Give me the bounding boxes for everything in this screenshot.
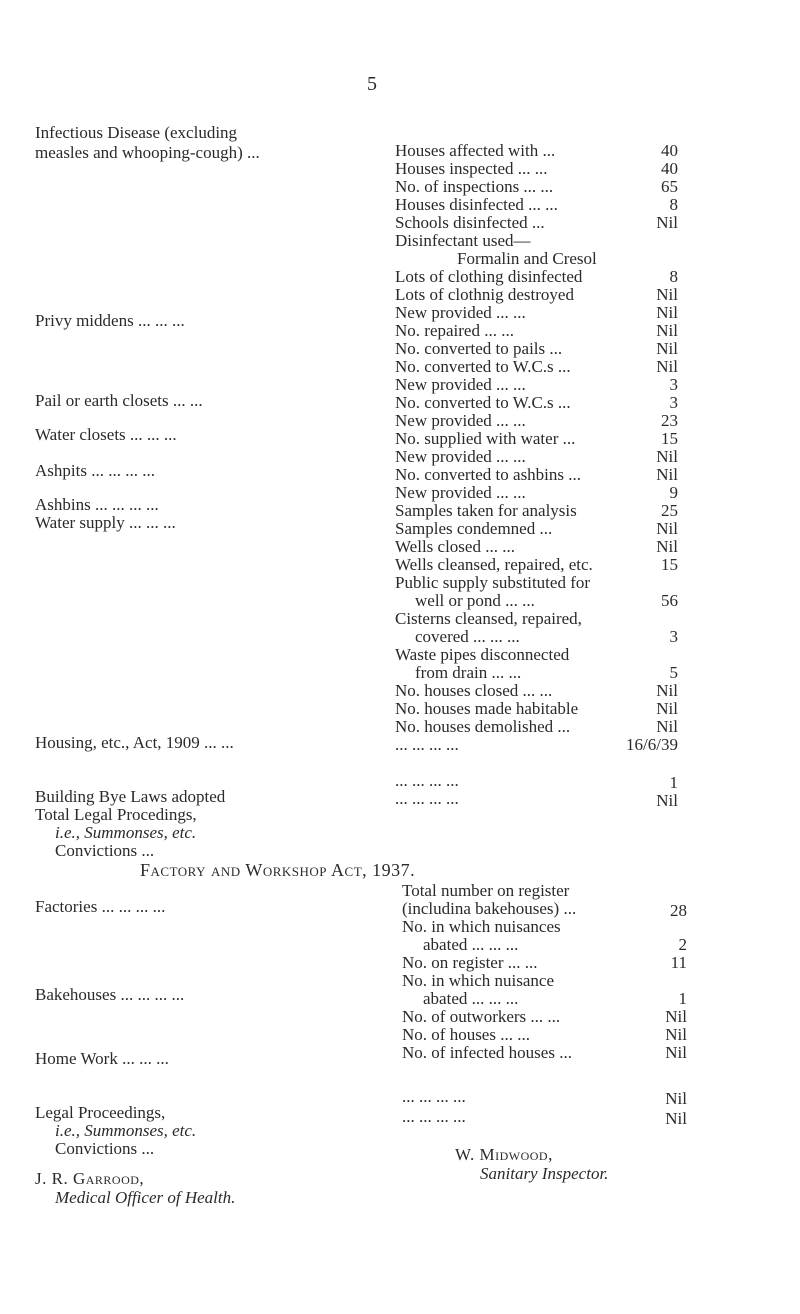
- value-converted-pails: Nil: [656, 339, 678, 358]
- row-public-supply: Public supply substituted for: [395, 573, 591, 592]
- value-bakehouses-on-register: 11: [670, 953, 687, 972]
- value-pail-new: 3: [669, 375, 678, 394]
- row-houses-inspected: Houses inspected ... ...: [395, 159, 548, 178]
- row-houses-closed: No. houses closed ... ...: [395, 681, 553, 700]
- row-dots-convictions-2: ... ... ... ...: [402, 1107, 466, 1126]
- row-ashbin-new: New provided ... ...: [395, 483, 526, 502]
- value-no-of-houses: Nil: [665, 1025, 687, 1044]
- label-convictions-1: Convictions ...: [55, 841, 155, 860]
- value-nuisance-abated: 1: [678, 989, 687, 1008]
- value-cisterns: 3: [669, 627, 678, 646]
- row-dots-bye-laws: ... ... ... ...: [395, 735, 459, 754]
- row-converted-ashbins: No. converted to ashbins ...: [395, 465, 582, 484]
- row-pail-converted-wcs: No. converted to W.C.s ...: [395, 393, 571, 412]
- value-converted-wcs: Nil: [656, 357, 678, 376]
- value-houses-affected: 40: [661, 141, 678, 160]
- row-supplied-water: No. supplied with water ...: [395, 429, 576, 448]
- value-clothing-destroyed: Nil: [656, 285, 678, 304]
- row-ashpit-new: New provided ... ...: [395, 447, 526, 466]
- label-convictions-2: Convictions ...: [55, 1139, 155, 1158]
- value-convictions-2: Nil: [665, 1109, 687, 1128]
- row-houses-demolished: No. houses demolished ...: [395, 717, 571, 736]
- value-wc-new: 23: [661, 411, 678, 430]
- label-water-supply: Water supply ... ... ...: [35, 513, 176, 532]
- row-schools-disinfected: Schools disinfected ...: [395, 213, 545, 232]
- factory-act-heading: Factory and Workshop Act, 1937.: [140, 860, 416, 880]
- row-infected-houses: No. of infected houses ...: [402, 1043, 572, 1062]
- row-no-of-houses: No. of houses ... ...: [402, 1025, 530, 1044]
- row-dots-summonses: ... ... ... ...: [402, 1087, 466, 1106]
- row-nuisance-abated: No. in which nuisance: [402, 971, 555, 990]
- value-outworkers: Nil: [665, 1007, 687, 1026]
- inspector-title: Sanitary Inspector.: [480, 1164, 609, 1183]
- label-legal-proceedings: Legal Proceedings,: [35, 1103, 166, 1122]
- row-pail-new: New provided ... ...: [395, 375, 526, 394]
- row-dots-convictions: ... ... ... ...: [395, 789, 459, 808]
- row-waste-pipes: Waste pipes disconnected: [395, 645, 570, 664]
- value-convictions: Nil: [656, 791, 678, 810]
- row-cisterns: Cisterns cleansed, repaired,: [395, 609, 582, 628]
- value-houses-disinfected: 8: [669, 195, 678, 214]
- row-abated-2: abated ... ... ...: [423, 989, 519, 1008]
- row-privy-new: New provided ... ...: [395, 303, 526, 322]
- label-bakehouses: Bakehouses ... ... ... ...: [35, 985, 185, 1004]
- value-pail-converted-wcs: 3: [669, 393, 678, 412]
- value-summonses: Nil: [665, 1089, 687, 1108]
- value-bye-laws-date: 16/6/39: [626, 735, 678, 754]
- value-houses-demolished: Nil: [656, 717, 678, 736]
- value-legal-total: 1: [669, 773, 678, 792]
- label-summonses-2: i.e., Summonses, etc.: [55, 1121, 197, 1140]
- row-bakehouses-on-register: No. on register ... ...: [402, 953, 538, 972]
- value-nuisances-abated: 2: [678, 935, 687, 954]
- row-converted-pails: No. converted to pails ...: [395, 339, 563, 358]
- value-converted-ashbins: Nil: [656, 465, 678, 484]
- row-wc-new: New provided ... ...: [395, 411, 526, 430]
- label-privy-middens: Privy middens ... ... ...: [35, 311, 185, 330]
- value-samples-condemned: Nil: [656, 519, 678, 538]
- row-wells-closed: Wells closed ... ...: [395, 537, 515, 556]
- value-houses-inspected: 40: [661, 159, 678, 178]
- row-clothing-disinfected: Lots of clothing disinfected: [395, 267, 583, 286]
- label-home-work: Home Work ... ... ...: [35, 1049, 169, 1068]
- officer-title: Medical Officer of Health.: [55, 1188, 236, 1207]
- row-wells-cleansed: Wells cleansed, repaired, etc.: [395, 555, 593, 574]
- row-dots-legal: ... ... ... ...: [395, 771, 459, 790]
- row-abated-1: abated ... ... ...: [423, 935, 519, 954]
- label-ashpits: Ashpits ... ... ... ...: [35, 461, 155, 480]
- label-summonses-1: i.e., Summonses, etc.: [55, 823, 197, 842]
- row-formalin-cresol: Formalin and Cresol: [457, 249, 597, 268]
- row-privy-repaired: No. repaired ... ...: [395, 321, 514, 340]
- value-public-supply: 56: [661, 591, 678, 610]
- value-waste-pipes: 5: [669, 663, 678, 682]
- page-number: 5: [367, 73, 377, 95]
- row-converted-wcs: No. converted to W.C.s ...: [395, 357, 571, 376]
- inspector-name: W. Midwood,: [455, 1145, 553, 1164]
- row-from-drain: from drain ... ...: [415, 663, 522, 682]
- value-ashbin-new: 9: [669, 483, 678, 502]
- label-ashbins: Ashbins ... ... ... ...: [35, 495, 159, 514]
- label-bye-laws: Building Bye Laws adopted: [35, 787, 226, 806]
- label-housing-act: Housing, etc., Act, 1909 ... ...: [35, 733, 234, 752]
- value-samples-taken: 25: [661, 501, 678, 520]
- label-pail-closets: Pail or earth closets ... ...: [35, 391, 203, 410]
- label-infectious-line2: measles and whooping-cough) ...: [35, 143, 260, 162]
- value-houses-habitable: Nil: [656, 699, 678, 718]
- value-inspections: 65: [661, 177, 678, 196]
- value-privy-new: Nil: [656, 303, 678, 322]
- row-total-on-register: Total number on register: [402, 881, 570, 900]
- value-wells-cleansed: 15: [661, 555, 678, 574]
- value-ashpit-new: Nil: [656, 447, 678, 466]
- row-clothing-destroyed: Lots of clothnig destroyed: [395, 285, 574, 304]
- row-inspections: No. of inspections ... ...: [395, 177, 554, 196]
- row-covered: covered ... ... ...: [415, 627, 520, 646]
- row-houses-disinfected: Houses disinfected ... ...: [395, 195, 558, 214]
- row-houses-habitable: No. houses made habitable: [395, 699, 579, 718]
- row-samples-condemned: Samples condemned ...: [395, 519, 553, 538]
- officer-name: J. R. Garrood,: [35, 1169, 145, 1188]
- label-infectious-line1: Infectious Disease (excluding: [35, 123, 238, 142]
- value-houses-closed: Nil: [656, 681, 678, 700]
- row-samples-taken: Samples taken for analysis: [395, 501, 577, 520]
- row-well-or-pond: well or pond ... ...: [415, 591, 535, 610]
- row-nuisances-abated: No. in which nuisances: [402, 917, 561, 936]
- value-wells-closed: Nil: [656, 537, 678, 556]
- value-total-on-register: 28: [670, 901, 687, 920]
- row-disinfectant-used: Disinfectant used—: [395, 231, 531, 250]
- value-infected-houses: Nil: [665, 1043, 687, 1062]
- value-privy-repaired: Nil: [656, 321, 678, 340]
- value-supplied-water: 15: [661, 429, 678, 448]
- label-legal-total: Total Legal Procedings,: [35, 805, 197, 824]
- row-outworkers: No. of outworkers ... ...: [402, 1007, 561, 1026]
- row-including-bakehouses: (includina bakehouses) ...: [402, 899, 577, 918]
- value-clothing-disinfected: 8: [669, 267, 678, 286]
- label-factories: Factories ... ... ... ...: [35, 897, 166, 916]
- label-water-closets: Water closets ... ... ...: [35, 425, 177, 444]
- row-houses-affected: Houses affected with ...: [395, 141, 556, 160]
- value-schools-disinfected: Nil: [656, 213, 678, 232]
